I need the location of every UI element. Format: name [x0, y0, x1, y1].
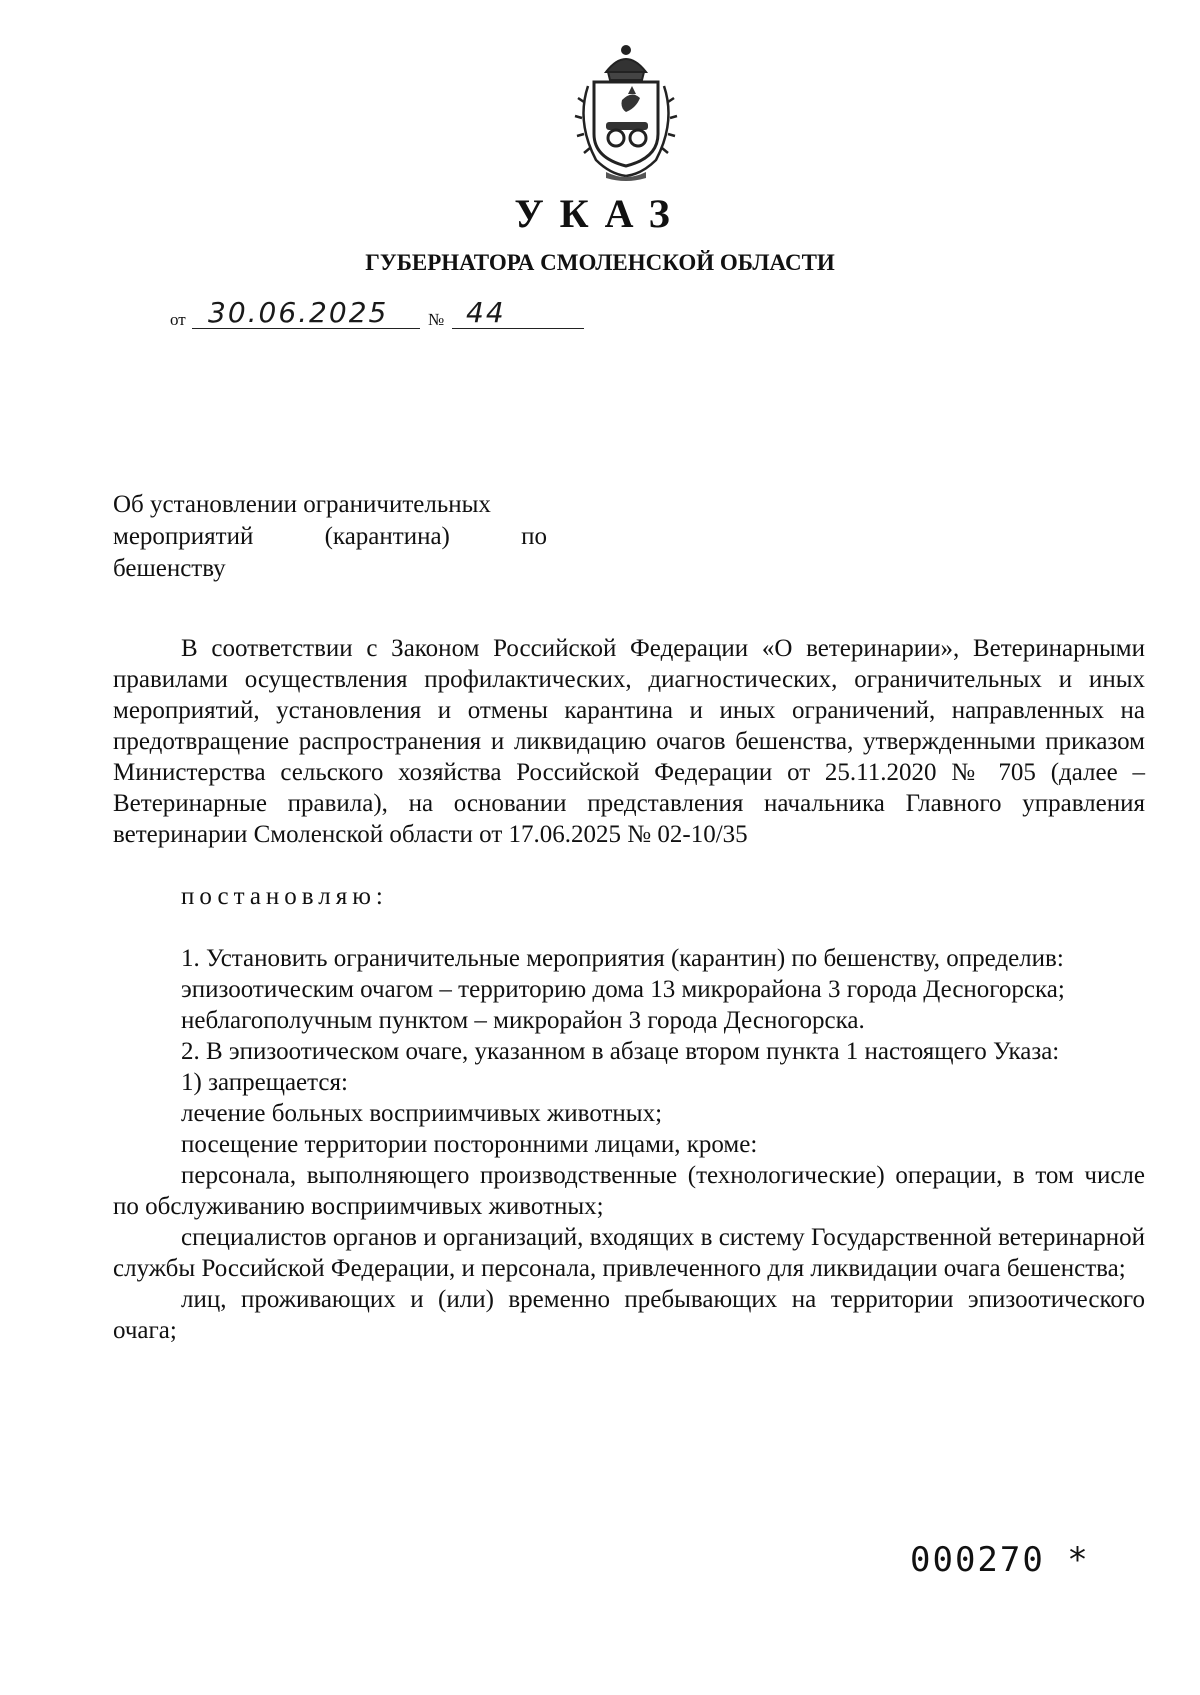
subject-line: мероприятий (карантина) по	[113, 523, 547, 550]
body-paragraph: 2. В эпизоотическом очаге, указанном в абзаце втором пункта 1 настоящего Указа:	[181, 1038, 1060, 1065]
body-paragraph: лиц, проживающих и (или) временно пребывающих на территории эпизоотического очага;	[113, 1286, 1145, 1344]
preamble-paragraph: В соответствии с Законом Российской Федерации «О ветеринарии», Ветеринарными правилами осуществления профилактических, диагностических, ограничительных и иных мероприятий, установления и отмены карантина и иных ограничений, направленных на предотвращение распространения и ликвидацию очагов бешенства, утвержденными приказом Министерства сельского хозяйства Российской Федерации от 25.11.2020 № 705 (далее – Ветеринарные правила), на основании представления начальника Главного управления ветеринарии Смоленской области от 17.06.2025 № 02-10/35	[113, 635, 1145, 848]
coat-of-arms-emblem	[566, 42, 686, 184]
decree-word: постановляю:	[181, 883, 388, 910]
date-value: 30.06.2025	[208, 296, 389, 329]
number-prefix: №	[428, 310, 445, 329]
body-paragraph: 1) запрещается:	[181, 1069, 348, 1096]
subject-line: Об установлении ограничительных	[113, 491, 491, 518]
document-issuer: ГУБЕРНАТОРА СМОЛЕНСКОЙ ОБЛАСТИ	[365, 250, 835, 275]
body-paragraph: посещение территории посторонними лицами, кроме:	[181, 1131, 758, 1158]
body-paragraph: 1. Установить ограничительные мероприятия (карантин) по бешенству, определив:	[181, 945, 1064, 972]
document-body	[113, 633, 1145, 1346]
smolensk-coat-of-arms-icon	[566, 42, 686, 184]
body-paragraph: неблагополучным пунктом – микрорайон 3 города Десногорска.	[181, 1007, 865, 1034]
body-paragraph: эпизоотическим очагом – территорию дома 13 микрорайона 3 города Десногорска;	[181, 976, 1065, 1003]
date-number-line	[170, 296, 610, 332]
subject-line: бешенству	[113, 555, 226, 582]
form-serial-number: 000270 *	[910, 1540, 1090, 1580]
document-title: УКАЗ	[514, 191, 686, 236]
body-paragraph: лечение больных восприимчивых животных;	[181, 1100, 663, 1127]
date-prefix: от	[170, 310, 186, 329]
document-subject	[113, 489, 547, 585]
body-paragraph: специалистов органов и организаций, входящих в систему Государственной ветеринарной службы Российской Федерации, и персонала, привлеченного для ликвидации очага бешенства;	[113, 1224, 1145, 1282]
body-paragraph: персонала, выполняющего производственные (технологические) операции, в том числе по обслуживанию восприимчивых животных;	[113, 1162, 1145, 1220]
number-value: 44	[466, 296, 506, 329]
